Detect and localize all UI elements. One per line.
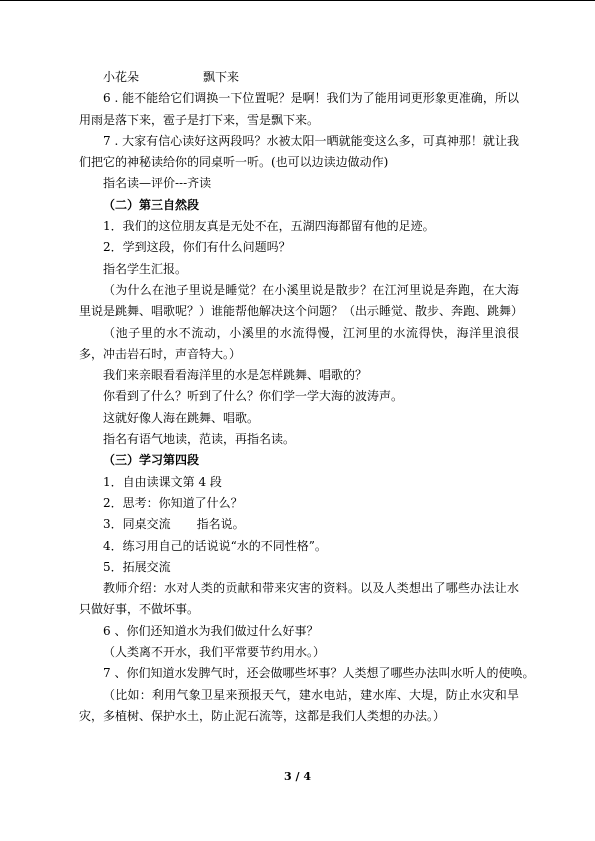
- paragraph: （比如：利用气象卫星来预报天气，建水电站，建水库、大堤，防止水灾和旱灾，多植树、保护水土，防止泥石流等，这都是我们人类想的办法。）: [79, 687, 519, 723]
- page-number: 3 / 4: [284, 770, 311, 783]
- paragraph: 6 . 能不能给它们调换一下位置呢？是啊！我们为了能用词更形象更准确，所以用雨是落下来，雹子是打下来，雪是飘下来。: [79, 91, 519, 127]
- paragraph: 教师介绍：水对人类的贡献和带来灾害的资料。以及人类想出了哪些办法让水只做好事，不做坏事。: [79, 581, 519, 617]
- paragraph: 指名有语气地读，范读，再指名读。: [103, 432, 296, 447]
- paragraph: 指名读—评价---齐读: [103, 176, 212, 191]
- text-segment: 飘下来: [203, 70, 240, 84]
- paragraph: [79, 67, 519, 88]
- paragraph: 5．拓展交流: [103, 559, 171, 574]
- paragraph: （为什么在池子里说是睡觉？在小溪里说是散步？在江河里说是奔跑，在大海里说是跳舞、唱歌呢？）谁能帮他解决这个问题？（出示睡觉、散步、奔跑、跳舞）: [79, 282, 524, 319]
- paragraph: 1．自由读课文第 4 段: [103, 474, 222, 489]
- paragraph: 你看到了什么？听到了什么？你们学一学大海的波涛声。: [103, 389, 404, 404]
- paragraph: 这就好像人海在跳舞、唱歌。: [103, 410, 260, 425]
- paragraph: （人类离不开水，我们平常要节约用水。）: [103, 645, 326, 660]
- paragraph: [79, 514, 519, 535]
- paragraph: 6 、你们还知道水为我们做过什么好事？: [103, 623, 319, 638]
- paragraph: 7 、你们知道水发脾气时，还会做哪些坏事？人类想了哪些办法叫水听人的使唤。: [103, 666, 535, 681]
- paragraph: 4．练习用自己的话说说“水的不同性格”。: [103, 538, 327, 553]
- document-body: [79, 67, 535, 727]
- paragraph: 指名学生汇报。: [103, 261, 188, 276]
- paragraph: 我们来亲眼看看海洋里的水是怎样跳舞、唱歌的？: [103, 368, 368, 383]
- header-rule: [0, 0, 595, 1]
- text-segment: 3．同桌交流: [103, 517, 171, 532]
- paragraph: 2．学到这段，你们有什么问题吗？: [103, 240, 291, 255]
- text-segment: 指名说。: [196, 517, 245, 532]
- paragraph: 1．我们的这位朋友真是无处不在，五湖四海都留有他的足迹。: [103, 219, 435, 234]
- section-heading: （三）学习第四段: [103, 453, 200, 468]
- paragraph: （池子里的水不流动，小溪里的水流得慢，江河里的水流得快，海洋里浪很多，冲击岩石时，声音特大。）: [79, 325, 519, 361]
- paragraph: 2．思考：你知道了什么？: [103, 495, 243, 510]
- paragraph: 7 . 大家有信心读好这两段吗？水被太阳一晒就能变这么多，可真神那！就让我们把它的神秘读给你的同桌听一听。(也可以边读边做动作): [79, 133, 519, 170]
- section-heading: （二）第三自然段: [103, 197, 200, 212]
- text-segment: 小花朵: [103, 70, 140, 84]
